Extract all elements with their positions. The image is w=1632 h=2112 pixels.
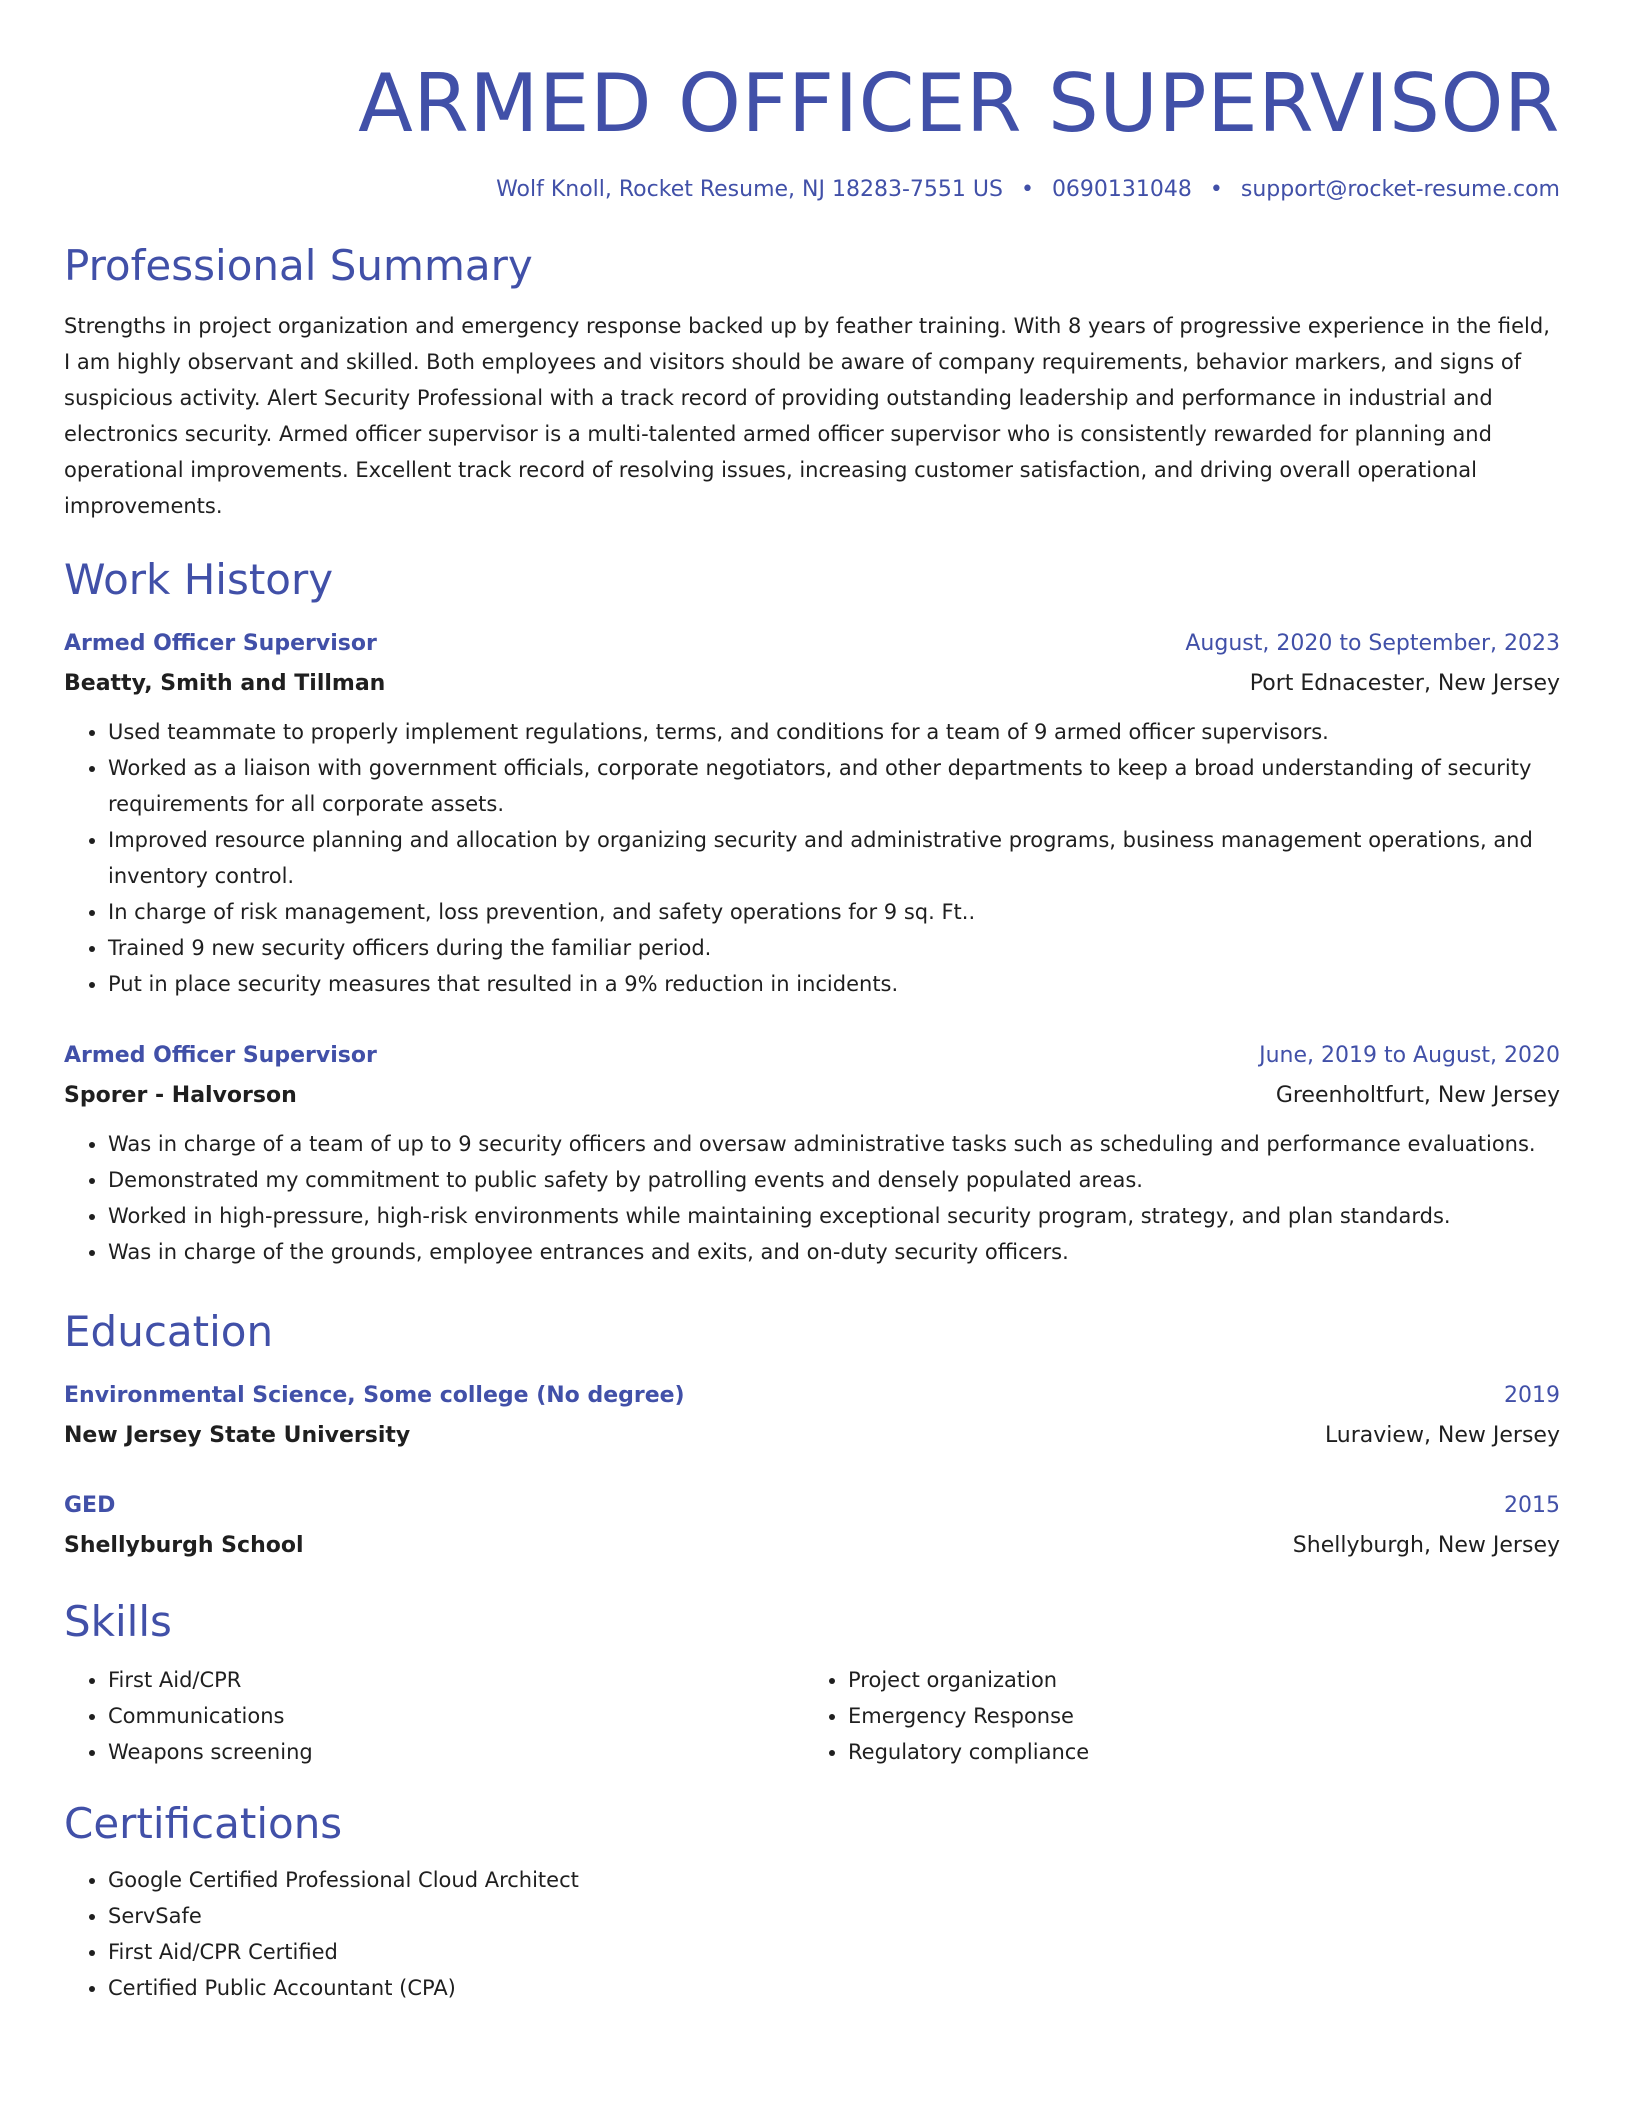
job-bullet: • Improved resource planning and allocation by organizing security and administrative programs, business management operations, and inventory control. [108, 822, 1560, 894]
resume-page [64, 0, 1560, 2006]
contact-address: Wolf Knoll, Rocket Resume, NJ 18283-7551 US [496, 177, 1003, 202]
job-bullet: • Was in charge of the grounds, employee entrances and exits, and on-duty security officers. [108, 1234, 1560, 1270]
job-bullet: • Used teammate to properly implement regulations, terms, and conditions for a team of 9 armed officer supervisors. [108, 714, 1560, 750]
work-history-heading: Work History [64, 555, 334, 604]
job-entry [64, 624, 1560, 1002]
skill-item: • First Aid/CPR [108, 1662, 804, 1698]
skill-item: • Emergency Response [848, 1698, 1544, 1734]
job-bullet: • Demonstrated my commitment to public safety by patrolling events and densely populated areas. [108, 1162, 1560, 1198]
certification-item: • Google Certified Professional Cloud Architect [108, 1862, 1560, 1898]
skill-item: • Project organization [848, 1662, 1544, 1698]
job-dates: June, 2019 to August, 2020 [1259, 1043, 1560, 1068]
job-bullet: • Was in charge of a team of up to 9 security officers and oversaw administrative tasks such as scheduling and performance evaluations. [108, 1126, 1560, 1162]
contact-email: support@rocket-resume.com [1240, 177, 1560, 202]
resume-header [64, 0, 1560, 206]
education-degree: GED [64, 1493, 116, 1518]
job-company-row [64, 664, 1560, 704]
education-degree-row [64, 1486, 1560, 1526]
education-school-row [64, 1416, 1560, 1456]
certification-item: • ServSafe [108, 1898, 1560, 1934]
certifications-heading: Certifications [64, 1799, 343, 1848]
education-school: Shellyburgh School [64, 1533, 304, 1558]
contact-phone: 0690131048 [1051, 177, 1192, 202]
job-bullet: • Trained 9 new security officers during the familiar period. [108, 930, 1560, 966]
job-bullet: • Put in place security measures that resulted in a 9% reduction in incidents. [108, 966, 1560, 1002]
job-company-row [64, 1076, 1560, 1116]
certification-item: • First Aid/CPR Certified [108, 1934, 1560, 1970]
skills-list [804, 1662, 1544, 1770]
summary-heading: Professional Summary [64, 241, 533, 290]
summary-text: Strengths in project organization and emergency response backed up by feather training. With 8 years of progressive experience in the field, I am highly observant and skilled. Both employees and visitors should be aware of company requirements, behavior markers, and signs of suspicious activity. Alert Security Professional with a track record of providing outstanding leadership and performance in industrial and electronics security. Armed officer supervisor is a multi-talented armed officer supervisor who is consistently rewarded for planning and operational improvements. Excellent track record of resolving issues, increasing customer satisfaction, and driving overall operational improvements. [64, 314, 1550, 518]
education-heading: Education [64, 1307, 274, 1356]
skills-column-right [804, 1662, 1544, 1770]
skills-heading: Skills [64, 1597, 172, 1646]
job-header-row [64, 1036, 1560, 1076]
contact-line [64, 174, 1560, 206]
job-role: Armed Officer Supervisor [64, 1043, 377, 1068]
skills-list [64, 1662, 804, 1770]
job-bullet: • Worked in high-pressure, high-risk environments while maintaining exceptional security program, strategy, and plan standards. [108, 1198, 1560, 1234]
job-dates: August, 2020 to September, 2023 [1185, 631, 1560, 656]
skill-item: • Weapons screening [108, 1734, 804, 1770]
certifications-list [64, 1862, 1560, 2006]
education-school-row [64, 1526, 1560, 1566]
job-company: Beatty, Smith and Tillman [64, 671, 386, 696]
education-degree-row [64, 1376, 1560, 1416]
job-entry [64, 1036, 1560, 1270]
education-entry [64, 1486, 1560, 1566]
education-year: 2019 [1504, 1383, 1560, 1408]
contact-separator: • [1020, 177, 1034, 202]
job-location: Greenholtfurt, New Jersey [1275, 1083, 1560, 1108]
job-location: Port Ednacester, New Jersey [1249, 671, 1560, 696]
skills-grid [64, 1662, 1560, 1770]
certification-item: • Certified Public Accountant (CPA) [108, 1970, 1560, 2006]
job-bullet: • Worked as a liaison with government officials, corporate negotiators, and other departments to keep a broad understanding of security requirements for all corporate assets. [108, 750, 1560, 822]
job-bullets [64, 1126, 1560, 1270]
job-header-row [64, 624, 1560, 664]
candidate-title: ARMED OFFICER SUPERVISOR [358, 57, 1560, 150]
job-company: Sporer - Halvorson [64, 1083, 297, 1108]
education-school: New Jersey State University [64, 1423, 411, 1448]
skill-item: • Communications [108, 1698, 804, 1734]
skills-column-left [64, 1662, 804, 1770]
education-location: Luraview, New Jersey [1324, 1423, 1560, 1448]
contact-separator: • [1209, 177, 1223, 202]
job-role: Armed Officer Supervisor [64, 631, 377, 656]
skill-item: • Regulatory compliance [848, 1734, 1544, 1770]
education-entry [64, 1376, 1560, 1456]
job-bullets [64, 714, 1560, 1002]
job-bullet: • In charge of risk management, loss prevention, and safety operations for 9 sq. Ft.. [108, 894, 1560, 930]
education-degree: Environmental Science, Some college (No degree) [64, 1383, 685, 1408]
education-year: 2015 [1504, 1493, 1560, 1518]
education-location: Shellyburgh, New Jersey [1292, 1533, 1560, 1558]
